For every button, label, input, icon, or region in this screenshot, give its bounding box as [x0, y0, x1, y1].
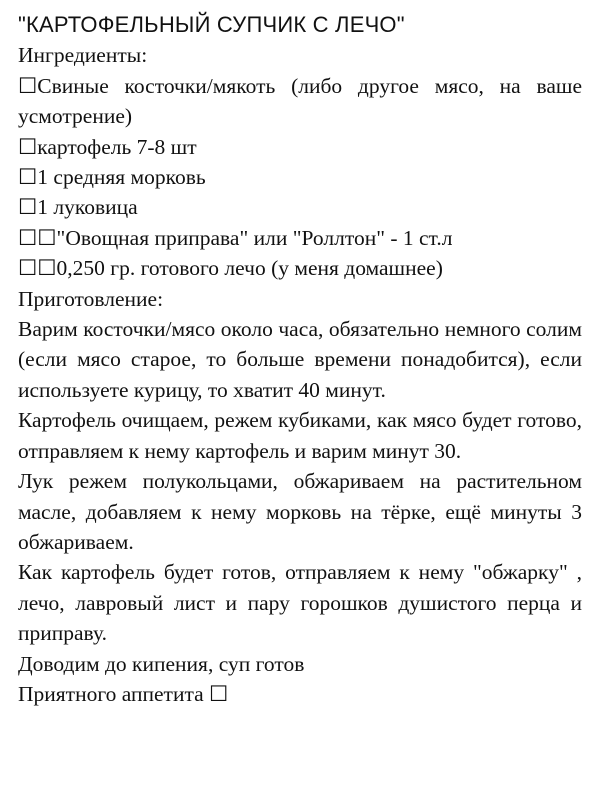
ingredient-item: ☐☐"Овощная приправа" или "Роллтон" - 1 ст.л [18, 225, 453, 250]
preparation-step: Доводим до кипения, суп готов [18, 651, 305, 676]
preparation-step: Как картофель будет готов, отправляем к нему "обжарку" , лечо, лавровый лист и пару горошков душистого перца и приправу. [18, 560, 582, 646]
ingredient-item: ☐☐0,250 гр. готового лечо (у меня домашнее) [18, 256, 443, 281]
ingredient-item: ☐Свиные косточки/мякоть (либо другое мясо, на ваше усмотрение) [18, 73, 582, 129]
ingredients-heading: Ингредиенты: [18, 43, 148, 68]
preparation-heading: Приготовление: [18, 286, 164, 311]
ingredient-item: ☐1 луковица [18, 195, 138, 220]
recipe-title: "КАРТОФЕЛЬНЫЙ СУПЧИК С ЛЕЧО" [18, 12, 405, 37]
preparation-step: Картофель очищаем, режем кубиками, как мясо будет готово, отправляем к нему картофель и варим минут 30. [18, 408, 582, 463]
ingredient-item: ☐1 средняя морковь [18, 165, 206, 190]
preparation-step: Варим косточки/мясо около часа, обязательно немного солим (если мясо старое, то больше времени понадобится), если используете курицу, то хватит 40 минут. [18, 317, 582, 402]
preparation-step: Лук режем полукольцами, обжариваем на растительном масле, добавляем к нему морковь на тёрке, ещё минуты 3 обжариваем. [18, 469, 582, 554]
closing-line: Приятного аппетита ☐ [18, 681, 229, 706]
ingredient-item: ☐картофель 7-8 шт [18, 134, 197, 159]
